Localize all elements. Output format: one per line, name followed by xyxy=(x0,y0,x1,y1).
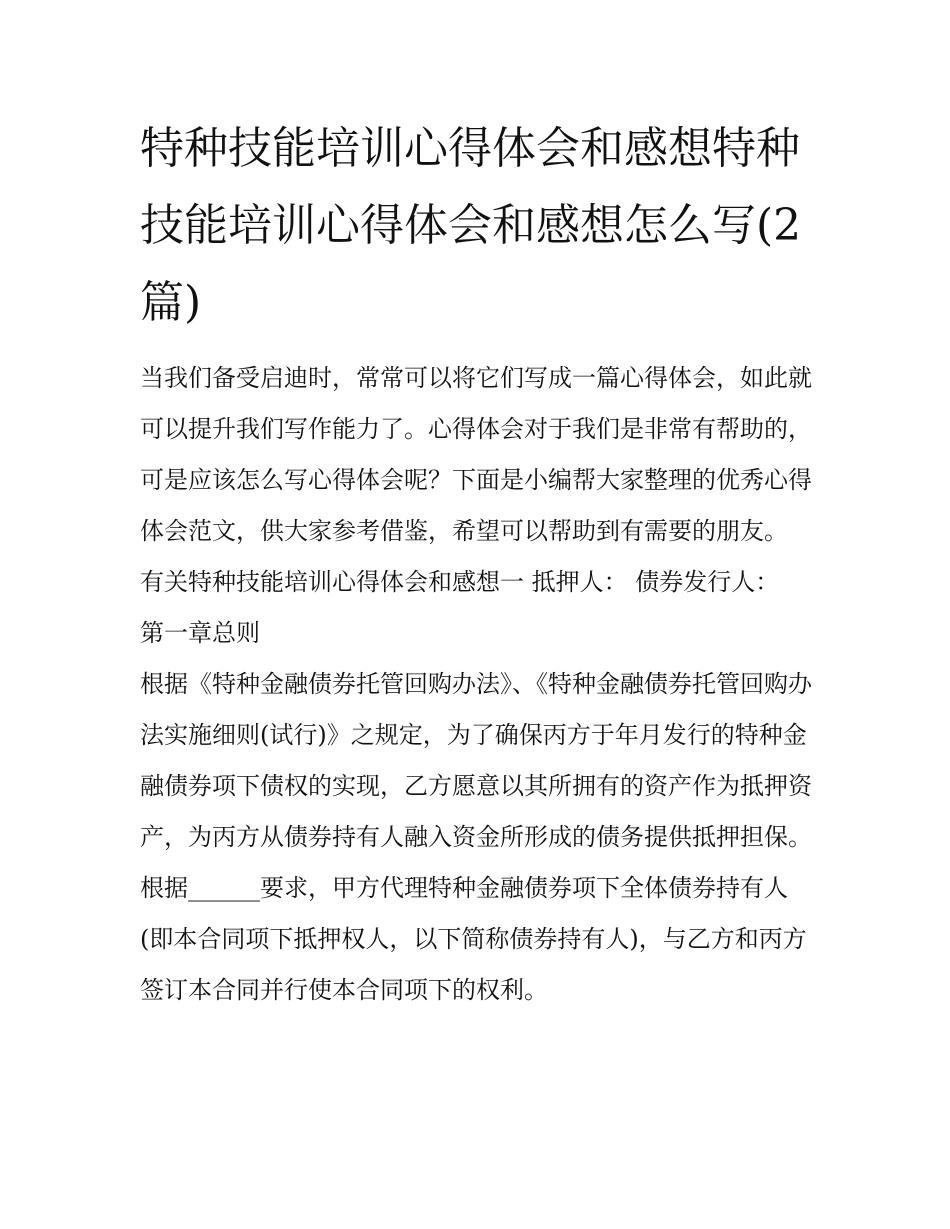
intro-paragraph: 当我们备受启迪时，常常可以将它们写成一篇心得体会，如此就可以提升我们写作能力了。心得体会对于我们是非常有帮助的，可是应该怎么写心得体会呢？下面是小编帮大家整理的优秀心得体会范文，供大家参考借鉴，希望可以帮助到有需要的朋友。 xyxy=(140,364,812,545)
document-title: 特种技能培训心得体会和感想特种技能培训心得体会和感想怎么写(2篇) xyxy=(140,123,802,328)
document-page xyxy=(140,110,820,1016)
body-paragraph-basis: 根据《特种金融债券托管回购办法》、《特种金融债券托管回购办法实施细则(试行)》之规定，为了确保丙方于年月发行的特种金融债券项下债权的实现，乙方愿意以其所拥有的资产作为抵押资产，为丙方从债券持有人融入资金所形成的债务提供抵押担保。 xyxy=(140,670,812,851)
section-heading-line: 有关特种技能培训心得体会和感想一 抵押人： 债券发行人： xyxy=(140,568,780,596)
chapter-heading: 第一章总则 xyxy=(140,619,260,647)
body-paragraph-agreement: 根据______要求，甲方代理特种金融债券项下全体债券持有人(即本合同项下抵押权人，以下简称债券持有人)，与乙方和丙方签订本合同并行使本合同项下的权利。 xyxy=(140,874,807,1004)
